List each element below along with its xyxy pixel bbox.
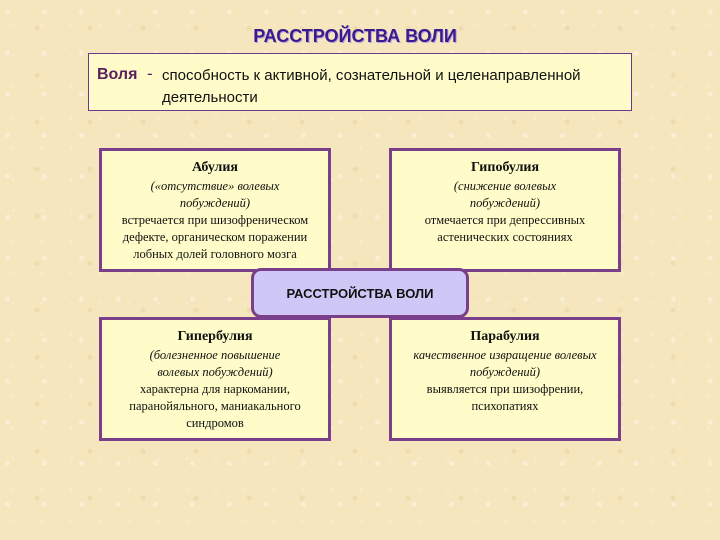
definition-text-line-1: способность к активной, сознательной и целенаправленной <box>162 67 581 84</box>
box-subtitle-line-2: волевых побуждений) <box>157 365 273 379</box>
definition-text-line-2: деятельности <box>162 89 258 106</box>
box-description-line-2: психопатиях <box>471 399 539 413</box>
box-title: Парабулия <box>470 329 540 344</box>
box-abulia <box>99 148 331 272</box>
box-description-line-1: встречается при шизофреническом <box>121 213 309 227</box>
slide-title: РАССТРОЙСТВА ВОЛИ <box>253 26 457 46</box>
box-subtitle-line-2: побуждений) <box>469 196 541 210</box>
box-subtitle-line-2: побуждений) <box>469 365 541 379</box>
box-subtitle-line-1: (болезненное повышение <box>149 348 281 362</box>
box-description-line-1: характерна для наркомании, <box>140 382 290 396</box>
box-description-line-3: синдромов <box>186 416 244 430</box>
definition-box <box>88 53 632 111</box>
definition-term: Воля <box>97 66 138 83</box>
box-hyperbulia <box>99 317 331 441</box>
box-description-line-1: отмечается при депрессивных <box>424 213 586 227</box>
box-title: Абулия <box>191 160 238 175</box>
box-subtitle-line-2: побуждений) <box>179 196 251 210</box>
box-description-line-3: лобных долей головного мозга <box>133 247 297 261</box>
box-description-line-2: паранойяльного, маниакального <box>129 399 301 413</box>
box-title: Гипербулия <box>177 329 253 344</box>
box-parabulia <box>389 317 621 441</box>
box-subtitle-line-1: («отсутствие» волевых <box>150 179 280 193</box>
box-description-line-1: выявляется при шизофрении, <box>426 382 584 396</box>
definition-dash: - <box>147 64 153 83</box>
box-subtitle-line-1: качественное извращение волевых <box>413 348 597 362</box>
box-title: Гипобулия <box>470 160 540 175</box>
box-hypobulia <box>389 148 621 272</box>
center-node-label: РАССТРОЙСТВА ВОЛИ <box>286 285 434 301</box>
box-description-line-2: дефекте, органическом поражении <box>122 230 308 244</box>
box-description-line-2: астенических состояниях <box>437 230 573 244</box>
box-subtitle-line-1: (снижение волевых <box>453 179 557 193</box>
center-node <box>251 268 469 318</box>
